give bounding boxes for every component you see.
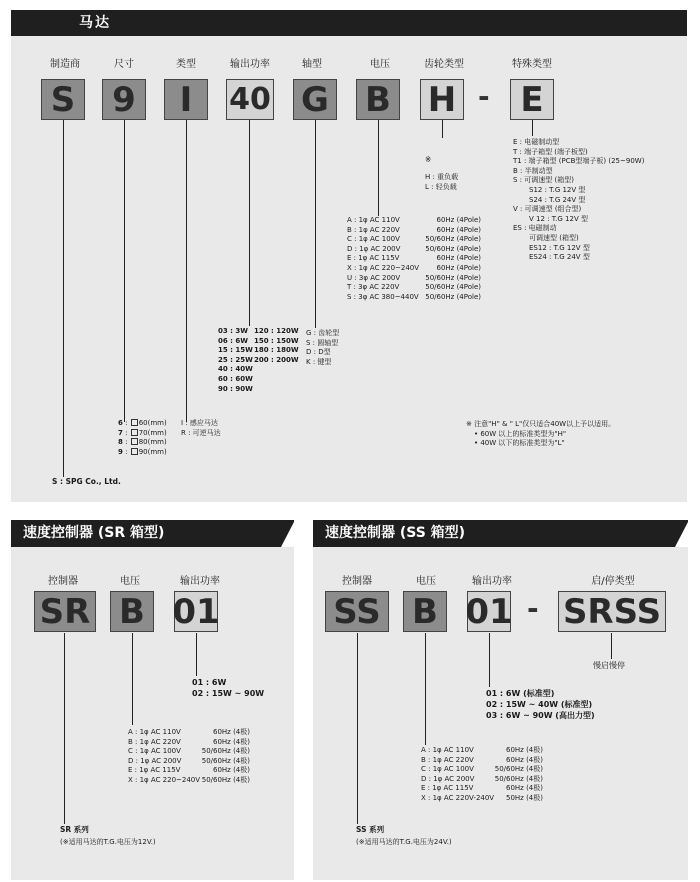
special-s12: S12 : T.G 12V 型 bbox=[529, 185, 586, 194]
motor-header-power: 输出功率 bbox=[230, 59, 270, 70]
ss-power-01: 01 : 6W (标准型) bbox=[486, 689, 555, 698]
sr-line-controller bbox=[64, 633, 65, 824]
special-v: V : 可调速型 (组合型) bbox=[513, 205, 582, 214]
sr-header-voltage: 电压 bbox=[120, 576, 140, 587]
motor-header-maker: 制造商 bbox=[50, 59, 80, 70]
motor-code-maker: S bbox=[41, 79, 85, 120]
motor-header-type: 类型 bbox=[176, 59, 196, 70]
motor-code-special: E bbox=[510, 79, 554, 120]
motor-header-voltage: 电压 bbox=[370, 59, 390, 70]
sr-title: 速度控制器 (SR 箱型) bbox=[23, 525, 165, 541]
size-8: 8 : 80(mm) bbox=[118, 438, 167, 447]
ss-power-list bbox=[486, 688, 595, 721]
ss-power-02: 02 : 15W ~ 40W (标准型) bbox=[486, 700, 593, 709]
power-180: 180 : 180W bbox=[254, 346, 299, 355]
motor-code-type: I bbox=[164, 79, 208, 120]
ss-code-startstop: SRSS bbox=[558, 591, 666, 632]
sr-power-01: 01 : 6W bbox=[192, 678, 227, 687]
shaft-list bbox=[306, 329, 339, 367]
ss-dash: - bbox=[527, 592, 539, 625]
special-es: ES : 电磁制动 bbox=[513, 224, 557, 233]
power-06: 06 : 6W bbox=[218, 336, 249, 345]
special-es-box: 可调速型 (箱型) bbox=[529, 233, 579, 242]
sr-code-power: 01 bbox=[172, 591, 220, 632]
power-list-left bbox=[218, 327, 253, 394]
sr-header-controller: 控制器 bbox=[48, 576, 78, 587]
ss-line-startstop bbox=[611, 633, 612, 659]
special-t: T : 端子箱型 (端子板型) bbox=[513, 147, 588, 156]
power-15: 15 : 15W bbox=[218, 346, 253, 355]
line-shaft bbox=[315, 120, 316, 328]
motor-header-shaft: 轴型 bbox=[302, 59, 322, 70]
line-size bbox=[124, 120, 125, 422]
gear-light: L : 轻负载 bbox=[425, 182, 457, 191]
type-list bbox=[181, 419, 221, 438]
voltage-row: X : 1φ AC 220~240V 60Hz (4Pole) bbox=[347, 263, 481, 272]
voltage-row: T : 3φ AC 220V 50/60Hz (4Pole) bbox=[347, 283, 481, 292]
shaft-round: S : 圆轴型 bbox=[306, 338, 339, 347]
shaft-d: D : D型 bbox=[306, 348, 331, 357]
ss-code-voltage: B bbox=[403, 591, 447, 632]
sr-title-bar bbox=[11, 520, 294, 547]
ss-voltage-row: X : 1φ AC 220V-240V 50Hz (4极) bbox=[421, 793, 543, 802]
motor-code-gear: H bbox=[420, 79, 464, 120]
gear-mark: ※ bbox=[425, 155, 432, 164]
gear-note-2: • 60W 以上的标准类型为"H" bbox=[474, 429, 567, 438]
power-200: 200 : 200W bbox=[254, 355, 299, 364]
ss-voltage-row: B : 1φ AC 220V 60Hz (4极) bbox=[421, 755, 543, 764]
size-7: 7 : 70(mm) bbox=[118, 428, 167, 437]
voltage-row: E : 1φ AC 115V 60Hz (4Pole) bbox=[347, 254, 481, 263]
power-90: 90 : 90W bbox=[218, 384, 253, 393]
ss-voltage-row: C : 1φ AC 100V 50/60Hz (4极) bbox=[421, 765, 543, 774]
special-b: B : 半制动型 bbox=[513, 166, 553, 175]
motor-dash: - bbox=[478, 80, 490, 113]
sr-voltage-row: D : 1φ AC 200V 50/60Hz (4极) bbox=[128, 756, 250, 765]
special-es24: ES24 : T.G 24V 型 bbox=[529, 253, 590, 262]
motor-code-power: 40 bbox=[226, 79, 274, 120]
type-reversible: R : 可逆马达 bbox=[181, 428, 221, 437]
sr-power-02: 02 : 15W ~ 90W bbox=[192, 689, 265, 698]
special-list bbox=[513, 138, 644, 263]
motor-header-size: 尺寸 bbox=[114, 59, 134, 70]
ss-header-voltage: 电压 bbox=[416, 576, 436, 587]
ss-code-power: 01 bbox=[465, 591, 513, 632]
motor-title-bar bbox=[11, 10, 687, 36]
motor-code-voltage: B bbox=[356, 79, 400, 120]
size-9: 9 : 90(mm) bbox=[118, 447, 167, 456]
ss-title-bar bbox=[313, 520, 688, 547]
ss-voltage-row: D : 1φ AC 200V 50/60Hz (4极) bbox=[421, 774, 543, 783]
ss-voltage-list bbox=[421, 746, 543, 804]
sr-voltage-row: E : 1φ AC 115V 60Hz (4极) bbox=[128, 766, 250, 775]
power-list-right bbox=[254, 327, 299, 365]
power-03: 03 : 3W bbox=[218, 327, 249, 335]
sr-voltage-row: X : 1φ AC 220~240V 50/60Hz (4极) bbox=[128, 775, 250, 784]
voltage-list bbox=[347, 216, 481, 302]
line-type bbox=[186, 120, 187, 422]
ss-header-startstop: 启/停类型 bbox=[591, 576, 635, 587]
ss-series-note: (※适用马达的T.G.电压为24V.) bbox=[356, 838, 452, 846]
voltage-row: U : 3φ AC 200V 50/60Hz (4Pole) bbox=[347, 273, 481, 282]
motor-code-size: 9 bbox=[102, 79, 146, 120]
ss-code-controller: SS bbox=[325, 591, 389, 632]
sr-line-power bbox=[196, 633, 197, 676]
shaft-key: K : 键型 bbox=[306, 357, 332, 366]
special-t1: T1 : 端子箱型 (PCB型端子板) (25~90W) bbox=[513, 157, 645, 166]
motor-header-special: 特殊类型 bbox=[512, 59, 552, 70]
line-gear bbox=[442, 120, 443, 138]
special-s24: S24 : T.G 24V 型 bbox=[529, 195, 586, 204]
sr-code-controller: SR bbox=[34, 591, 96, 632]
ss-line-controller bbox=[357, 633, 358, 824]
power-60: 60 : 60W bbox=[218, 374, 253, 383]
ss-startstop-label: 慢启慢停 bbox=[593, 661, 625, 670]
ss-header-power: 输出功率 bbox=[472, 576, 512, 587]
voltage-row: D : 1φ AC 200V 50/60Hz (4Pole) bbox=[347, 244, 481, 253]
sr-voltage-row: A : 1φ AC 110V 60Hz (4极) bbox=[128, 728, 250, 736]
sr-line-voltage bbox=[132, 633, 133, 725]
ss-line-power bbox=[489, 633, 490, 687]
voltage-row: B : 1φ AC 220V 60Hz (4Pole) bbox=[347, 225, 481, 234]
ss-line-voltage bbox=[425, 633, 426, 745]
special-es12: ES12 : T.G 12V 型 bbox=[529, 243, 590, 252]
power-120: 120 : 120W bbox=[254, 327, 299, 335]
ss-power-03: 03 : 6W ~ 90W (高出力型) bbox=[486, 711, 595, 720]
special-e: E : 电磁制动型 bbox=[513, 138, 560, 146]
sr-code-voltage: B bbox=[110, 591, 154, 632]
voltage-row: S : 3φ AC 380~440V 50/60Hz (4Pole) bbox=[347, 292, 481, 301]
power-150: 150 : 150W bbox=[254, 336, 299, 345]
sr-header-power: 输出功率 bbox=[180, 576, 220, 587]
line-special bbox=[532, 120, 533, 136]
motor-title: 马达 bbox=[79, 15, 111, 31]
sr-series: SR 系列 bbox=[60, 825, 89, 834]
special-v12: V 12 : T.G 12V 型 bbox=[529, 214, 588, 223]
type-induction: I : 感应马达 bbox=[181, 419, 218, 427]
power-25: 25 : 25W bbox=[218, 355, 253, 364]
sr-voltage-list bbox=[128, 728, 250, 786]
ss-header-controller: 控制器 bbox=[342, 576, 372, 587]
sr-voltage-row: B : 1φ AC 220V 60Hz (4极) bbox=[128, 737, 250, 746]
gear-note-3: • 40W 以下的标准类型为"L" bbox=[474, 439, 565, 448]
gear-note bbox=[466, 420, 615, 449]
sr-voltage-row: C : 1φ AC 100V 50/60Hz (4极) bbox=[128, 747, 250, 756]
size-list bbox=[118, 419, 167, 457]
maker-note: S : SPG Co., Ltd. bbox=[52, 477, 121, 486]
voltage-row: C : 1φ AC 100V 50/60Hz (4Pole) bbox=[347, 235, 481, 244]
ss-voltage-row: A : 1φ AC 110V 60Hz (4极) bbox=[421, 746, 543, 754]
gear-list bbox=[425, 173, 458, 192]
special-s: S : 可调速型 (箱型) bbox=[513, 176, 574, 185]
shaft-gear: G : 齿轮型 bbox=[306, 329, 340, 337]
motor-code-shaft: G bbox=[293, 79, 337, 120]
sr-power-list bbox=[192, 677, 264, 699]
ss-title: 速度控制器 (SS 箱型) bbox=[325, 525, 466, 541]
line-maker bbox=[63, 120, 64, 477]
voltage-row: A : 1φ AC 110V 60Hz (4Pole) bbox=[347, 216, 481, 224]
size-6: 6 : 60(mm) bbox=[118, 419, 167, 427]
line-power bbox=[249, 120, 250, 326]
sr-series-note: (※适用马达的T.G.电压为12V.) bbox=[60, 838, 156, 846]
power-40: 40 : 40W bbox=[218, 365, 253, 374]
line-voltage bbox=[378, 120, 379, 216]
motor-header-gear: 齿轮类型 bbox=[424, 59, 464, 70]
ss-voltage-row: E : 1φ AC 115V 60Hz (4极) bbox=[421, 784, 543, 793]
gear-heavy: H : 重负载 bbox=[425, 173, 459, 181]
gear-note-1: ※ 注意"H" & " L"仅只适合40W以上予以适用。 bbox=[466, 420, 616, 428]
ss-series: SS 系列 bbox=[356, 825, 385, 834]
